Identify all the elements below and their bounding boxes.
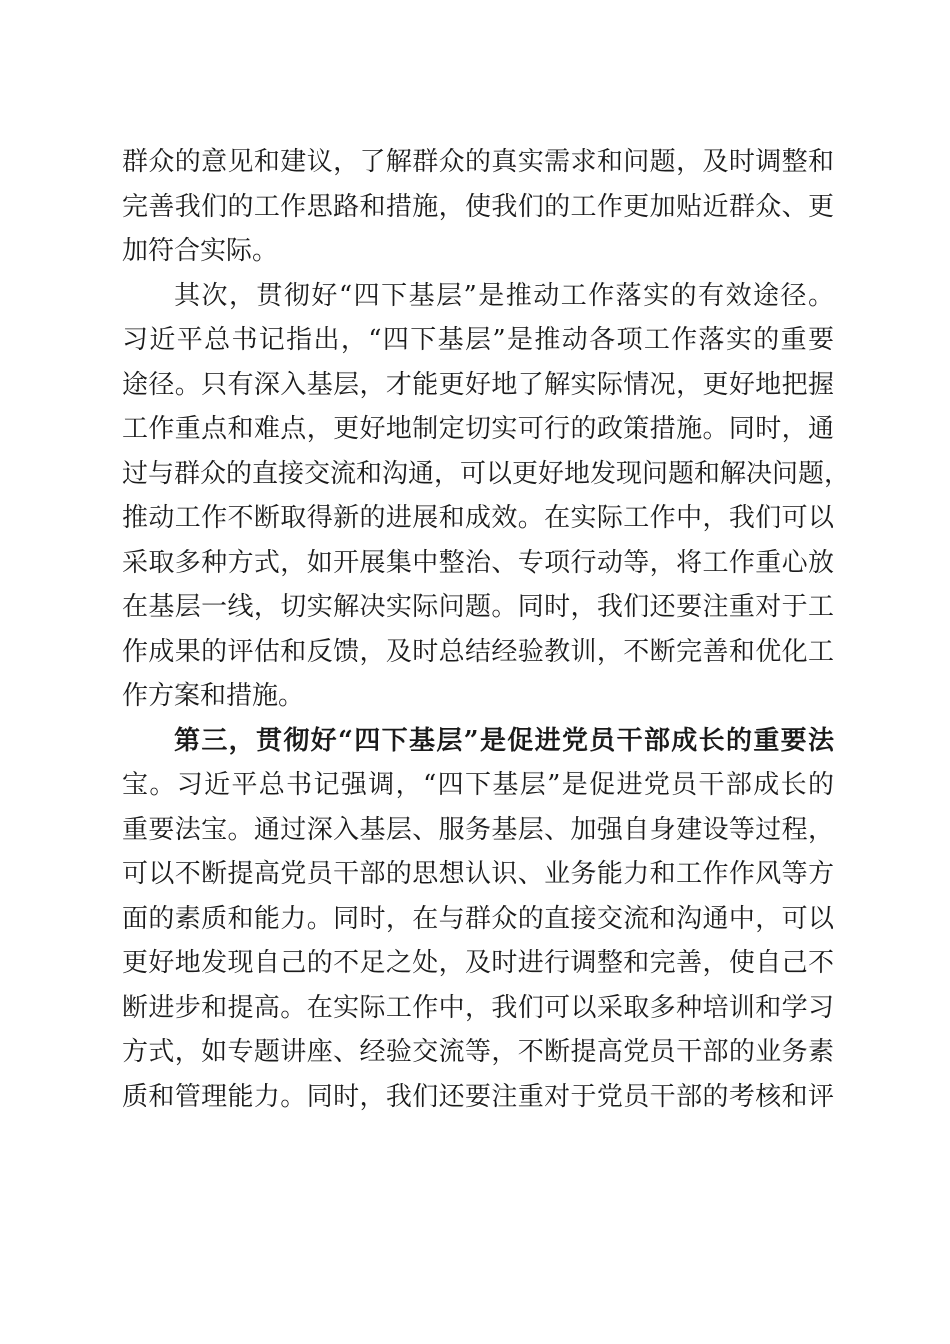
- text-line: 加符合实际。: [122, 236, 279, 266]
- text-line: 重要法宝。通过深入基层、服务基层、加强自身建设等过程，: [122, 814, 834, 845]
- text-line: 宝。习近平总书记强调，“四下基层”是促进党员干部成长的: [122, 770, 834, 800]
- paragraph-3: [122, 719, 834, 1120]
- text-line: 群众的意见和建议，了解群众的真实需求和问题，及时调整和: [122, 147, 834, 177]
- text-line: 第三，贯彻好“四下基层”是促进党员干部成长的重要法: [174, 725, 834, 756]
- text-line: 作成果的评估和反馈，及时总结经验教训，不断完善和优化工: [122, 636, 834, 667]
- text-line: 断进步和提高。在实际工作中，我们可以采取多种培训和学习: [122, 992, 834, 1023]
- text-line: 质和管理能力。同时，我们还要注重对于党员干部的考核和评: [122, 1081, 834, 1112]
- text-line: 过与群众的直接交流和沟通，可以更好地发现问题和解决问题，: [122, 458, 851, 489]
- text-line: 方式，如专题讲座、经验交流等，不断提高党员干部的业务素: [122, 1037, 834, 1067]
- text-line: 可以不断提高党员干部的思想认识、业务能力和工作作风等方: [122, 859, 834, 889]
- text-line: 在基层一线，切实解决实际问题。同时，我们还要注重对于工: [122, 592, 834, 622]
- text-line: 其次，贯彻好“四下基层”是推动工作落实的有效途径。: [174, 280, 834, 311]
- text-line: 采取多种方式，如开展集中整治、专项行动等，将工作重心放: [122, 547, 834, 578]
- text-line: 习近平总书记指出，“四下基层”是推动各项工作落实的重要: [122, 325, 834, 355]
- text-line: 工作重点和难点，更好地制定切实可行的政策措施。同时，通: [122, 414, 834, 444]
- text-line: 完善我们的工作思路和措施，使我们的工作更加贴近群众、更: [122, 191, 834, 222]
- text-line: 更好地发现自己的不足之处，及时进行调整和完善，使自己不: [122, 948, 834, 978]
- paragraph-2: [122, 274, 851, 719]
- text-line: 途径。只有深入基层，才能更好地了解实际情况，更好地把握: [122, 369, 834, 400]
- body-text: [122, 140, 851, 1119]
- text-line: 面的素质和能力。同时，在与群众的直接交流和沟通中，可以: [122, 903, 834, 934]
- text-line: 推动工作不断取得新的进展和成效。在实际工作中，我们可以: [122, 503, 834, 533]
- text-line: 作方案和措施。: [122, 681, 305, 711]
- paragraph-1: [122, 140, 834, 274]
